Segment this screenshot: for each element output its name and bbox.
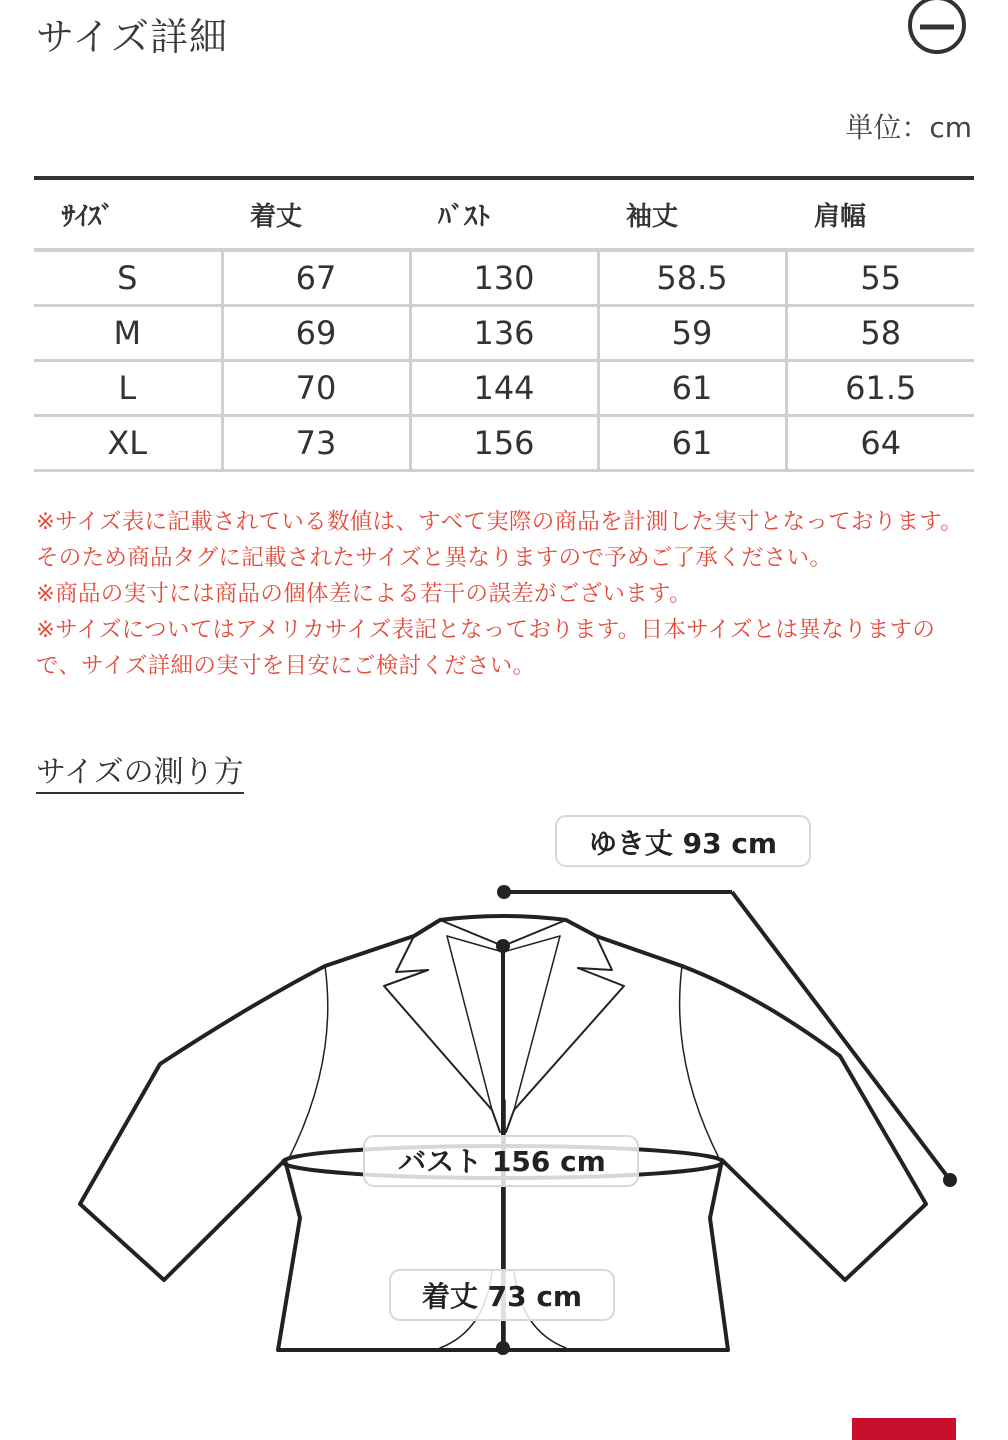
table-header-row bbox=[34, 178, 974, 250]
table-cell: 136 bbox=[410, 306, 598, 361]
table-cell: 55 bbox=[786, 250, 974, 306]
note-item: ※商品の実寸には商品の個体差による若干の誤差がございます。 bbox=[36, 581, 692, 607]
table-cell: 61 bbox=[598, 416, 786, 471]
table-cell: 67 bbox=[222, 250, 410, 306]
table-cell: L bbox=[34, 361, 222, 416]
table-cell: 61.5 bbox=[786, 361, 974, 416]
length-label-text: 着丈 73 cm bbox=[421, 1280, 583, 1313]
note-item: ※サイズ表に記載されている数値は、すべて実際の商品を計測した実寸となっております。 そのため商品タグに記載されたサイズと異なりますので予めご了承ください。 bbox=[36, 509, 964, 571]
table-cell: 156 bbox=[410, 416, 598, 471]
column-header-bust: ﾊﾞｽﾄ bbox=[410, 178, 598, 250]
table-cell: 64 bbox=[786, 416, 974, 471]
column-header-shoulder: 肩幅 bbox=[786, 178, 974, 250]
column-header-size: ｻｲｽﾞ bbox=[34, 178, 222, 250]
size-notes bbox=[36, 504, 972, 684]
sleeve-label bbox=[556, 816, 810, 866]
table-cell: 130 bbox=[410, 250, 598, 306]
how-to-measure-link[interactable]: サイズの測り方 bbox=[36, 754, 244, 794]
minus-circle-icon bbox=[904, 0, 966, 54]
table-cell: 70 bbox=[222, 361, 410, 416]
column-header-sleeve: 袖丈 bbox=[598, 178, 786, 250]
bust-label bbox=[364, 1136, 638, 1186]
sleeve-label-text: ゆき丈 93 cm bbox=[588, 827, 778, 860]
note-item: ※サイズについてはアメリカサイズ表記となっております。日本サイズとは異なりますので、サイズ詳細の実寸を目安にご検討ください。 bbox=[36, 617, 936, 679]
table-cell: M bbox=[34, 306, 222, 361]
table-cell: 144 bbox=[410, 361, 598, 416]
add-to-cart-button-partial[interactable] bbox=[852, 1418, 956, 1440]
table-row bbox=[34, 416, 974, 471]
bust-label-text: バスト 156 cm bbox=[398, 1145, 606, 1178]
table-cell: 69 bbox=[222, 306, 410, 361]
size-table bbox=[34, 176, 974, 472]
table-row bbox=[34, 250, 974, 306]
table-row bbox=[34, 361, 974, 416]
table-row bbox=[34, 306, 974, 361]
column-header-length: 着丈 bbox=[222, 178, 410, 250]
table-cell: XL bbox=[34, 416, 222, 471]
table-cell: 73 bbox=[222, 416, 410, 471]
table-cell: 61 bbox=[598, 361, 786, 416]
collapse-button[interactable] bbox=[904, 0, 966, 54]
header bbox=[0, 0, 1008, 70]
table-cell: 58 bbox=[786, 306, 974, 361]
page-title: サイズ詳細 bbox=[36, 15, 228, 59]
table-cell: 59 bbox=[598, 306, 786, 361]
table-cell: S bbox=[34, 250, 222, 306]
unit-label: 単位：cm bbox=[845, 111, 972, 144]
table-cell: 58.5 bbox=[598, 250, 786, 306]
measurement-diagram bbox=[0, 800, 1008, 1440]
length-label bbox=[390, 1270, 614, 1320]
